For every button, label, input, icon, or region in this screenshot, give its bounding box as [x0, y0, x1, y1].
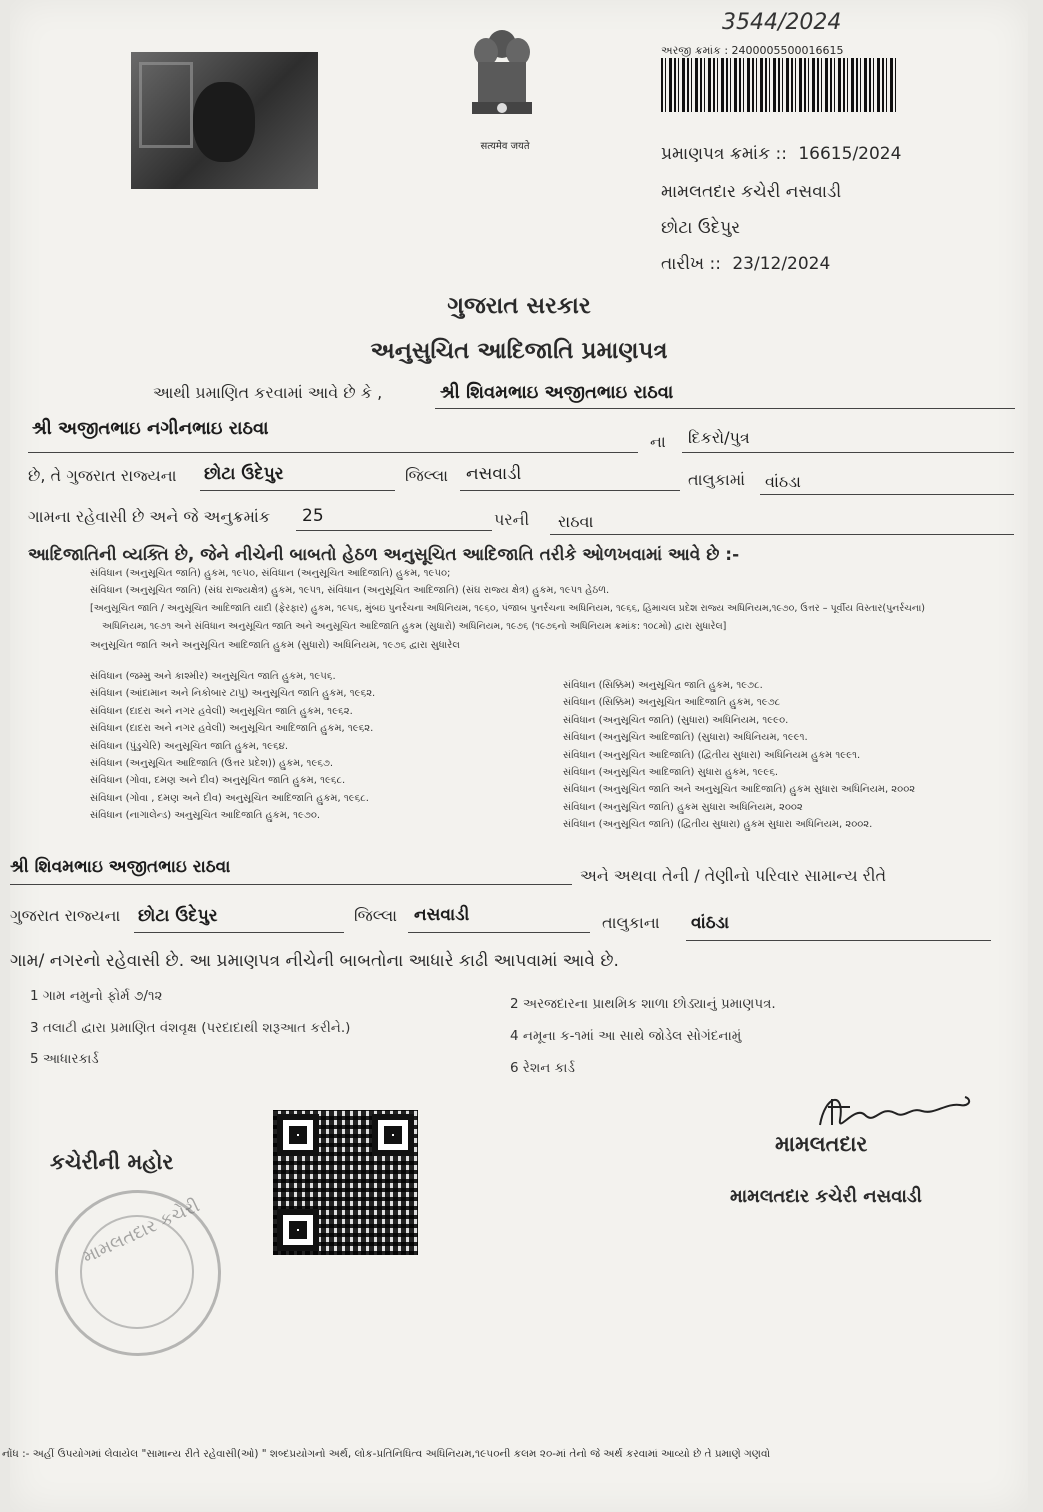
resident-text: ગામના રહેવાસી છે અને જે અનુક્રમાંક — [28, 507, 271, 526]
underline — [408, 932, 590, 933]
order-item: સંવિધાન (ગોવા, દમણ અને દીવ) અનુસૂચિત જાતિ હુકમ, ૧૯૬૮. — [90, 775, 346, 787]
underline — [682, 452, 1014, 453]
residence-district: છોટા ઉદેપુર — [138, 906, 218, 926]
order-item: સંવિધાન (ગોવા , દમણ અને દીવ) અનુસૂચિત આદિજાતિ હુકમ, ૧૯૬૮. — [90, 792, 369, 804]
tribe-recognition-text: આદિજાતિની વ્યક્તિ છે, જેને નીચેની બાબતો હેઠળ અનુસૂચિત આદિજાતિ તરીકે ઓળખવામાં આવે છે :- — [28, 545, 740, 565]
residence-village: વાંઠડા — [691, 913, 730, 933]
document-item: 2 અરજદારના પ્રાથમિક શાળા છોડ્યાનું પ્રમાણપત્ર. — [510, 996, 776, 1012]
document-item: 3 તલાટી દ્વારા પ્રમાણિત વંશવૃક્ષ (પરદાદાથી શરૂઆત કરીને.) — [30, 1020, 351, 1036]
certificate-number-row — [661, 144, 901, 164]
officer-office: મામલતદાર કચેરી નસવાડી — [730, 1186, 922, 1207]
document-item: 5 આધારકાર્ડ — [30, 1051, 99, 1067]
government-title: ગુજરાત સરકાર — [447, 293, 591, 319]
applicant-name: શ્રી શિવમભાઇ અજીતભાઇ રાઠવા — [440, 382, 674, 403]
underline — [686, 940, 991, 941]
taluka-label: તાલુકામાં — [688, 470, 746, 489]
village-value: વાંઠડા — [765, 472, 801, 491]
order-item: સંવિધાન (અનુસૂચિત આદિજાતિ) સુધારા હુકમ, ૧૯૯૬. — [563, 767, 779, 779]
qr-code — [273, 1110, 418, 1255]
resident-name: શ્રી શિવમભાઇ અજીતભાઇ રાઠવા — [10, 857, 231, 877]
barcode — [661, 58, 896, 112]
father-name: શ્રી અજીતભાઇ નગીનભાઇ રાઠવા — [32, 418, 269, 439]
certificate-title: અનુસુચિત આદિજાતિ પ્રમાણપત્ર — [370, 338, 668, 364]
order-item: સંવિધાન (નાગાલેન્ડ) અનુસૂચિત આદિજાતિ હુકમ, ૧૯૭૦. — [90, 810, 321, 822]
underline — [550, 534, 1014, 535]
order-line: સંવિધાન (અનુસૂચિત જાતિ) હુકમ, ૧૯૫૦, સંવિધાન (અનુસૂચિત આદિજાતિ) હુકમ, ૧૯૫૦; — [90, 568, 451, 579]
residence-state-text: ગુજરાત રાજ્યના — [10, 906, 121, 925]
residence-taluka: નસવાડી — [414, 905, 470, 925]
handwritten-reference: 3544/2024 — [722, 10, 842, 35]
order-line: અનુસૂચિત જાતિ અને અનુસૂચિત આદિજાતિ હુકમ (સુધારો) અધિનિયમ, ૧૯૭૬ દ્વારા સુધારેલ — [90, 640, 460, 651]
emblem-motto: सत्यमेव जयते — [480, 141, 530, 152]
residence-district-label: જિલ્લા — [354, 906, 398, 925]
application-number: અરજી ક્રમાંક : 2400005500016615 — [661, 44, 844, 57]
document-item: 4 નમૂના ક-૧માં આ સાથે જોડેલ સોગંદનામું — [510, 1028, 742, 1044]
order-item: સંવિધાન (પુંડુચેરિ) અનુસૂચિત જાતિ હુકમ, ૧૯૬૪. — [90, 740, 289, 752]
underline — [460, 490, 680, 491]
residence-taluka-label: તાલુકાના — [602, 913, 660, 932]
issue-date-row — [661, 254, 830, 274]
order-item: સંવિધાન (અનુસૂચિત આદિજાતિ) (સુધારા) અધિનિયમ, ૧૯૯૧. — [563, 732, 808, 744]
issue-date-label: તારીખ :: — [661, 254, 721, 274]
certificate-number: 16615/2024 — [798, 144, 902, 164]
underline — [435, 408, 1015, 409]
order-item: સંવિધાન (અનુસૂચિત જાતિ) હુકમ સુધારા અધિનિયમ, ૨૦૦૨ — [563, 801, 803, 813]
order-line: [અનુસૂચિત જાતિ / અનુસૂચિત આદિજાતિ યાદી (ફેરફાર) હુકમ, ૧૯૫૬, મુંબઇ પુનર્રચના અધિનિયમ, ૧૯૬૦, પંજાબ પુનર્રચના અધિનિયમ, ૧૯૬૬, હિમાચલ પ્રદેશ રાજ્ય અધિનિયમ,૧૯૭૦, ઉત્તર – પૂર્વીય વિસ્તાર(પુનર્રચના) — [90, 603, 925, 614]
district-value: છોટા ઉદેપુર — [204, 464, 284, 484]
office-seal-label: કચેરીની મહોર — [50, 1150, 174, 1174]
tribe-value: રાઠવા — [558, 512, 594, 531]
order-item: સંવિધાન (દાદરા અને નગર હવેલી) અનુસૂચિત જાતિ હુકમ, ૧૯૬૨. — [90, 705, 353, 717]
order-item: સંવિધાન (અનુસૂચિત જાતિ અને અનુસૂચિત આદિજાતિ) હુકમ સુધારા અધિનિયમ, ૨૦૦૨ — [563, 784, 916, 796]
document-item: 1 ગામ નમુનો ફોર્મ ૭/૧૨ — [30, 988, 163, 1004]
officer-designation: મામલતદાર — [775, 1132, 868, 1156]
national-emblem-icon — [462, 22, 542, 137]
order-item: સંવિધાન (સિક્કિમ) અનુસૂચિત આદિજાતિ હુકમ, ૧૯૭૮ — [563, 697, 781, 709]
order-item: સંવિધાન (અનુસૂચિત જાતિ) (સુધારા) અધિનિયમ, ૧૯૯૦. — [563, 714, 789, 726]
order-item: સંવિધાન (અનુસૂચિત જાતિ) (દ્વિતીય સુધારા) હુકમ સુધારા અધિનિયમ, ૨૦૦૨. — [563, 819, 873, 831]
order-item: સંવિધાન (સિક્કિમ) અનુસૂચિત જાતિ હુકમ, ૧૯૭૮. — [563, 680, 763, 691]
footer-note: નોંધ :- અહીં ઉપયોગમાં લેવાયેલ "સામાન્ય રીતે રહેવાસી(ઓ) " શબ્દપ્રયોગનો અર્થ, લોક-પ્રતિનિધિત્વ અધિનિયમ,૧૯૫૦ની કલમ ૨૦-માં તેનો જે અર્થ કરવામાં આવ્યો છે તે પ્રમાણે ગણવો — [2, 1448, 771, 1460]
state-text: છે, તે ગુજરાત રાજ્યના — [28, 466, 177, 485]
office-seal — [55, 1190, 221, 1356]
document-item: 6 રેશન કાર્ડ — [510, 1060, 575, 1076]
underline — [296, 530, 492, 531]
taluka-value: નસવાડી — [466, 464, 522, 484]
certificate-page — [2, 0, 1028, 1512]
certificate-number-label: પ્રમાણપત્ર ક્રમાંક :: — [661, 144, 787, 164]
order-line: સંવિધાન (અનુસૂચિત જાતિ) (સંઘ રાજ્યક્ષેત્ર) હુકમ, ૧૯૫૧, સંવિધાન (અનુસૂચિત આદિજાતિ) (સંઘ રાજ્ય ક્ષેત્ર) હુકમ, ૧૯૫૧ હેઠળ. — [90, 585, 610, 596]
issuing-office: મામલતદાર કચેરી નસવાડી — [661, 182, 842, 202]
applicant-photo — [131, 52, 318, 189]
underline — [28, 452, 638, 453]
orders-left-list — [90, 668, 375, 825]
seal-text: મામલતદાર કચેરી — [79, 1195, 203, 1268]
par-label: પરની — [494, 510, 530, 529]
district-label: જિલ્લા — [405, 466, 449, 485]
serial-number: 25 — [302, 506, 324, 526]
order-item: સંવિધાન (આંદામાન અને નિકોબાર ટાપુ) અનુસૂચિત જાતિ હુકમ, ૧૯૬૨. — [90, 688, 376, 700]
basis-text: ગામ/ નગરનો રહેવાસી છે. આ પ્રમાણપત્ર નીચેની બાબતોના આધારે કાઢી આપવામાં આવે છે. — [10, 951, 619, 971]
issue-date: 23/12/2024 — [732, 254, 831, 274]
order-item: સંવિધાન (અનુસૂચિત આદિજાતિ) (દ્વિતીય સુધારા) અધિનિયમ હુકમ ૧૯૯૧. — [563, 749, 861, 761]
underline — [760, 494, 1014, 495]
order-item: સંવિધાન (જમ્મુ અને કાશ્મીર) અનુસૂચિત જાતિ હુકમ, ૧૯૫૬. — [90, 671, 336, 682]
underline — [134, 932, 344, 933]
order-item: સંવિધાન (અનુસૂચિત આદિજાતિ (ઉત્તર પ્રદેશ)) હુકમ, ૧૯૬૭. — [90, 758, 334, 770]
orders-right-list — [563, 677, 915, 834]
order-line: અધિનિયમ, ૧૯૭૧ અને સંવિધાન અનુસૂચિત જાતિ અને અનુસૂચિત આદિજાતિ હુકમ (સુધારો) અધિનિયમ, ૧૯૭૬ (૧૯૭૬નો અધિનિયમ ક્રમાંક: ૧૦૮મો) દ્વારા સુધારેલ] — [102, 621, 727, 632]
certify-text: આથી પ્રમાણિત કરવામાં આવે છે કે , — [153, 383, 383, 402]
family-text: અને અથવા તેની / તેણીનો પરિવાર સામાન્ય રીતે — [580, 866, 887, 885]
underline — [10, 884, 572, 885]
relation: દિકરો/પુત્ર — [688, 428, 750, 447]
underline — [200, 490, 395, 491]
of-label: ના — [650, 432, 666, 451]
order-item: સંવિધાન (દાદરા અને નગર હવેલી) અનુસૂચિત આદિજાતિ હુકમ, ૧૯૬૨. — [90, 723, 374, 735]
issuing-district: છોટા ઉદેપુર — [661, 218, 741, 238]
